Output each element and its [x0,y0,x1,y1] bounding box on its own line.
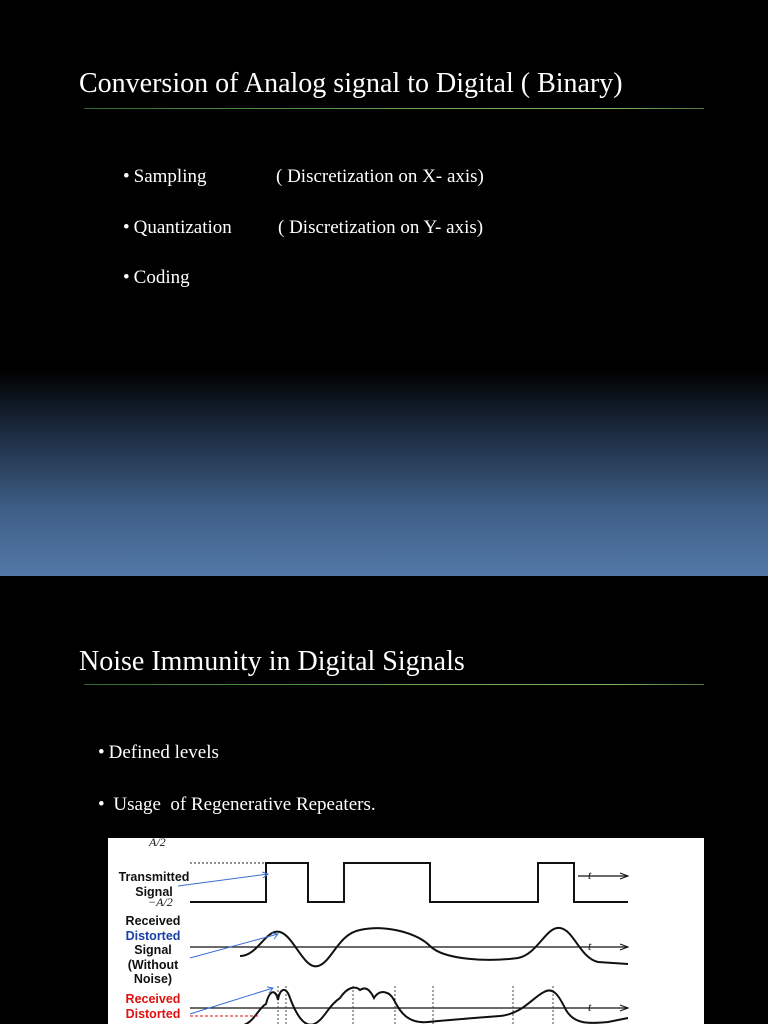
bullet-dot: • [123,217,130,238]
signal-waveform-figure [108,838,704,1024]
waveform-drawing [108,838,704,1024]
label-line: Signal [134,943,172,957]
label-line: Received [125,992,181,1006]
time-label: t [588,939,592,953]
slide-noise-immunity [0,576,768,1024]
bullet-label: Sampling [133,166,207,187]
bullet-quantization [123,217,484,239]
time-label: t [588,868,592,882]
bullet-coding [123,267,190,289]
transmitted-square-wave [190,863,628,902]
bullet-label: Quantization [133,217,232,238]
bullet-dot: • [123,267,130,288]
bullet-description: ( Discretization on X- axis) [276,166,484,187]
label-line: Received [125,914,181,928]
bullet-description: ( Discretization on Y- axis) [278,217,484,238]
slide-title: Noise Immunity in Digital Signals [79,646,465,677]
label-line: Distorted [125,1006,181,1021]
bullet-defined-levels [98,742,219,764]
label-line: Distorted [125,928,181,943]
slide-title: Conversion of Analog signal to Digital ( Binary) [79,68,623,99]
label-line: (Without [127,957,179,972]
level-low-label: −A/2 [148,895,173,909]
received-noisy-label [116,992,190,1021]
level-high-label: A/2 [149,838,166,849]
received-distorted-label [116,914,190,987]
bullet-dot: • [98,742,105,763]
time-label: t [588,1000,592,1014]
bullet-sampling [123,166,484,188]
label-line: Noise) [133,972,173,986]
bullet-label: Defined levels [108,742,219,763]
bullet-regenerative-repeaters [98,794,376,816]
bullet-dot: • [123,166,130,187]
title-underline [84,108,704,109]
bullet-label: Coding [133,267,190,288]
bullet-label: Usage of Regenerative Repeaters. [108,794,376,815]
label-line: Signal [135,884,173,899]
sampling-dotted-lines [278,986,553,1024]
noisy-signal-curve [240,988,628,1024]
bullet-dot: • [98,794,105,815]
label-line: Transmitted [118,870,190,884]
title-underline [84,684,704,685]
